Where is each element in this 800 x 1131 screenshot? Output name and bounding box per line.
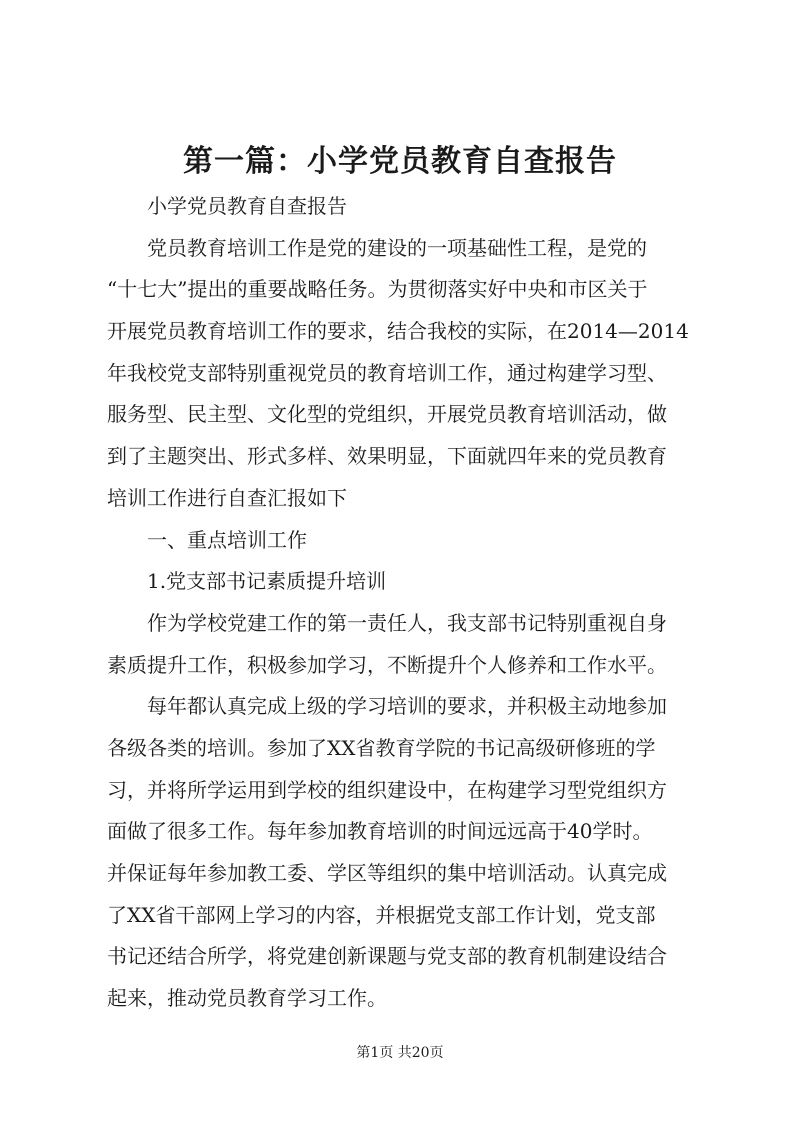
paragraph-line: 党员教育培训工作是党的建设的一项基础性工程，是党的: [147, 235, 647, 260]
page-number: 第1页 共20页: [356, 1045, 444, 1061]
paragraph-line: 服务型、民主型、文化型的党组织，开展党员教育培训活动，做: [107, 402, 667, 427]
paragraph-line: 开展党员教育培训工作的要求，结合我校的实际，在2014—2014: [107, 319, 689, 344]
paragraph-line: 各级各类的培训。参加了XX省教育学院的书记高级研修班的学: [107, 735, 656, 760]
paragraph-line: “十七大”提出的重要战略任务。为贯彻落实好中央和市区关于: [107, 277, 648, 302]
paragraph-line: 了XX省干部网上学习的内容，并根据党支部工作计划，党支部: [107, 902, 656, 927]
paragraph-line: 面做了很多工作。每年参加教育培训的时间远远高于40学时。: [107, 819, 653, 844]
paragraph-line: 素质提升工作，积极参加学习，不断提升个人修养和工作水平。: [107, 652, 667, 677]
paragraph-line: 书记还结合所学，将党建创新课题与党支部的教育机制建设结合: [107, 944, 667, 969]
section-heading: 一、重点培训工作: [147, 527, 307, 552]
paragraph-line: 培训工作进行自查汇报如下: [107, 485, 347, 510]
paragraph-line: 年我校党支部特别重视党员的教育培训工作，通过构建学习型、: [107, 360, 667, 385]
subsection-heading: 1.党支部书记素质提升培训: [147, 569, 387, 594]
paragraph-line: 习，并将所学运用到学校的组织建设中，在构建学习型党组织方: [107, 777, 667, 802]
document-title: 第一篇：小学党员教育自查报告: [183, 144, 617, 179]
document-body: [107, 186, 707, 1020]
paragraph-line: 并保证每年参加教工委、学区等组织的集中培训活动。认真完成: [107, 861, 667, 885]
paragraph-line: 起来，推动党员教育学习工作。: [107, 986, 387, 1011]
paragraph-line: 每年都认真完成上级的学习培训的要求，并积极主动地参加: [147, 694, 667, 719]
paragraph-line: 作为学校党建工作的第一责任人，我支部书记特别重视自身: [147, 610, 667, 635]
paragraph-line: 到了主题突出、形式多样、效果明显，下面就四年来的党员教育: [107, 444, 667, 469]
subtitle-line: 小学党员教育自查报告: [147, 194, 347, 218]
